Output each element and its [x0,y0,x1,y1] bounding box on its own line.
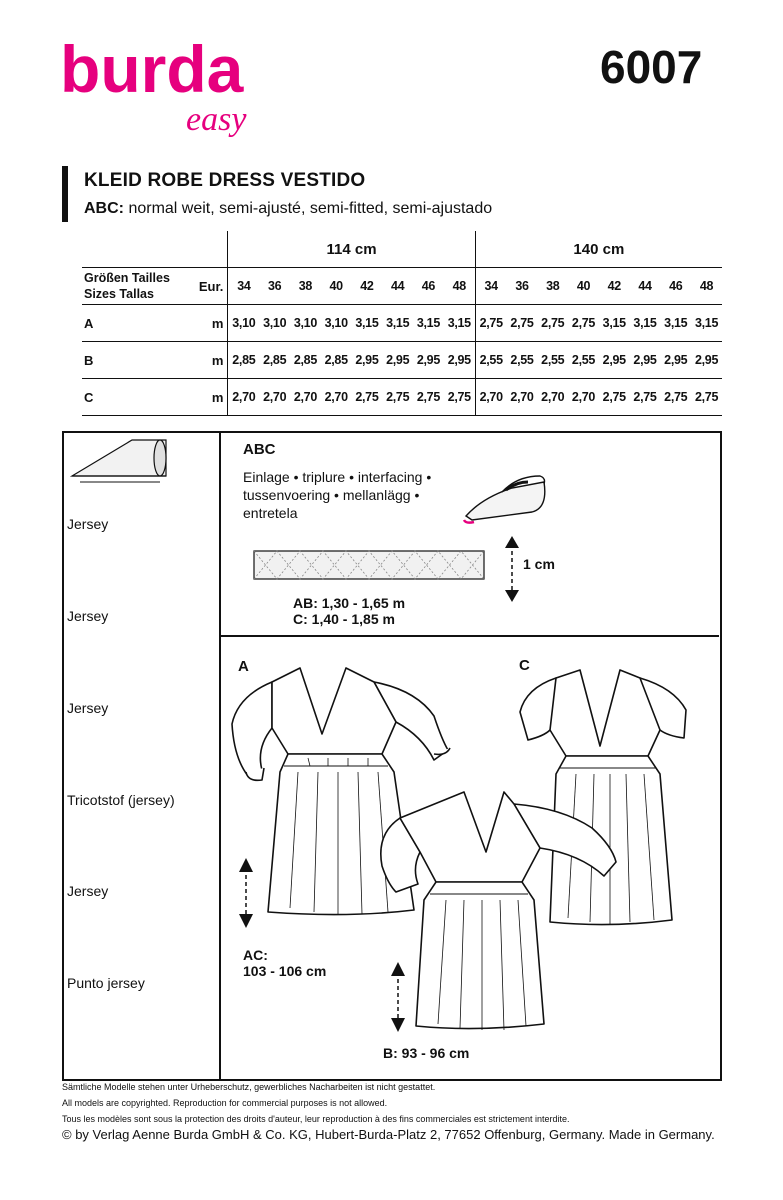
garment-title: KLEID ROBE DRESS VESTIDO [84,170,366,191]
size-140-34: 34 [475,268,506,305]
yardage-cell: 2,85 [228,342,259,379]
size-140-42: 42 [599,268,630,305]
yardage-cell: 2,95 [444,342,475,379]
size-114-44: 44 [382,268,413,305]
yardage-cell: 2,85 [259,342,290,379]
length-arrow-b-icon [388,962,408,1032]
yardage-cell: 3,15 [630,305,661,342]
yardage-table [82,231,722,416]
yardage-cell: 3,15 [660,305,691,342]
copyright: © by Verlag Aenne Burda GmbH & Co. KG, Hubert-Burda-Platz 2, 77652 Offenburg, Germany. Made in Germany. [62,1127,715,1142]
width-corner [82,231,228,268]
size-header-line1: Größen Tailles [84,271,170,285]
size-114-36: 36 [259,268,290,305]
interfacing-text [243,468,431,522]
brand-text: burda [60,32,244,106]
yardage-cell: 2,75 [599,379,630,416]
fit-text: normal weit, semi-ajusté, semi-fitted, semi-ajustado [124,200,493,217]
yardage-cell: 2,75 [475,305,506,342]
yardage-cell: 2,70 [290,379,321,416]
yardage-cell: 3,10 [321,305,352,342]
interfacing-strip [254,550,486,580]
yardage-cell: 2,95 [599,342,630,379]
row-label: B [82,342,199,379]
interfacing-line: tussenvoering • mellanlägg • [243,487,420,503]
size-140-48: 48 [691,268,722,305]
yardage-cell: 2,85 [290,342,321,379]
legal-en: All models are copyrighted. Reproduction for commercial purposes is not allowed. [62,1098,388,1108]
yardage-cell: 2,70 [259,379,290,416]
burda-logo-graphic [60,30,290,140]
yardage-cell: 2,75 [660,379,691,416]
fabric-nl: Tricotstof (jersey) [67,792,175,808]
yardage-cell: 2,95 [630,342,661,379]
yardage-cell: 2,55 [537,342,568,379]
panel-divider-horizontal [219,635,719,637]
width-label: 1 cm [523,556,555,572]
yardage-cell: 2,70 [568,379,599,416]
width-114: 114 cm [228,231,475,268]
yardage-cell: 2,75 [568,305,599,342]
size-header-line2: Sizes Tallas [84,287,154,301]
amount-ab: AB: 1,30 - 1,65 m [293,595,406,611]
yardage-cell: 3,10 [290,305,321,342]
width-row [82,231,722,268]
yardage-cell: 2,75 [444,379,475,416]
size-140-38: 38 [537,268,568,305]
yardage-cell: 2,95 [660,342,691,379]
yardage-cell: 3,15 [413,305,444,342]
fabric-en: Jersey [67,700,109,716]
brand-sub-text: easy [186,101,247,138]
size-114-34: 34 [228,268,259,305]
length-ac-value: 103 - 106 cm [243,963,327,979]
yardage-cell: 3,15 [691,305,722,342]
size-114-42: 42 [352,268,383,305]
interfacing-amount [293,595,405,627]
yardage-cell: 2,55 [507,342,538,379]
yardage-cell: 2,75 [691,379,722,416]
panel-divider-vertical [219,431,221,1079]
size-140-40: 40 [568,268,599,305]
size-114-48: 48 [444,268,475,305]
iron-icon [462,468,552,526]
yardage-cell: 2,95 [691,342,722,379]
row-unit: m [199,379,228,416]
yardage-cell: 2,70 [475,379,506,416]
title-bar [62,166,68,222]
length-arrow-ac-icon [236,858,256,928]
interfacing-heading: ABC [243,441,276,458]
yardage-cell: 3,15 [444,305,475,342]
length-ac [243,947,326,979]
size-114-46: 46 [413,268,444,305]
length-b: B: 93 - 96 cm [383,1045,470,1061]
yardage-cell: 2,95 [382,342,413,379]
yardage-cell: 2,70 [321,379,352,416]
yardage-cell: 2,95 [413,342,444,379]
yardage-cell: 2,85 [321,342,352,379]
eur-label: Eur. [199,268,228,305]
row-a [82,305,722,342]
yardage-cell: 3,15 [382,305,413,342]
length-ac-label: AC: [243,947,268,963]
amount-c: C: 1,40 - 1,85 m [293,611,395,627]
row-unit: m [199,305,228,342]
legal-fr: Tous les modèles sont sous la protection des droits d'auteur, leur reproduction à des fins commerciales est strictement interdite. [62,1114,570,1124]
width-140: 140 cm [475,231,722,268]
size-140-36: 36 [507,268,538,305]
row-c [82,379,722,416]
yardage-cell: 2,55 [568,342,599,379]
view-label-c: C [519,657,530,674]
fabric-fr: Jersey [67,608,109,624]
yardage-cell: 2,95 [352,342,383,379]
yardage-cell: 3,10 [228,305,259,342]
fabric-sv: Jersey [67,883,109,899]
fabric-de: Jersey [67,516,109,532]
yardage-cell: 3,15 [599,305,630,342]
yardage-cell: 2,75 [382,379,413,416]
size-header-row [82,268,722,305]
fit-description [84,200,492,218]
legal-de: Sämtliche Modelle stehen unter Urheberschutz, gewerbliches Nacharbeiten ist nicht gestattet. [62,1082,436,1092]
size-114-40: 40 [321,268,352,305]
yardage-cell: 2,75 [507,305,538,342]
yardage-cell: 2,75 [630,379,661,416]
yardage-cell: 2,70 [537,379,568,416]
dress-b-illustration [376,792,646,1042]
yardage-cell: 2,75 [537,305,568,342]
fit-prefix: ABC: [84,200,124,217]
yardage-cell: 2,75 [413,379,444,416]
yardage-cell: 3,15 [352,305,383,342]
interfacing-line: entretela [243,505,298,521]
view-label-a: A [238,658,249,675]
burda-logo [60,30,290,140]
yardage-cell: 2,70 [228,379,259,416]
interfacing-line: Einlage • triplure • interfacing • [243,469,432,485]
row-unit: m [199,342,228,379]
yardage-cell: 2,55 [475,342,506,379]
pattern-number: 6007 [600,41,703,93]
fabric-roll-icon [70,436,170,488]
fabric-es: Punto jersey [67,975,145,991]
size-140-46: 46 [660,268,691,305]
size-140-44: 44 [630,268,661,305]
size-114-38: 38 [290,268,321,305]
size-header-label [82,268,199,305]
row-label: C [82,379,199,416]
width-arrow-icon [502,536,522,602]
row-label: A [82,305,199,342]
yardage-cell: 3,10 [259,305,290,342]
row-b [82,342,722,379]
yardage-cell: 2,70 [507,379,538,416]
yardage-cell: 2,75 [352,379,383,416]
